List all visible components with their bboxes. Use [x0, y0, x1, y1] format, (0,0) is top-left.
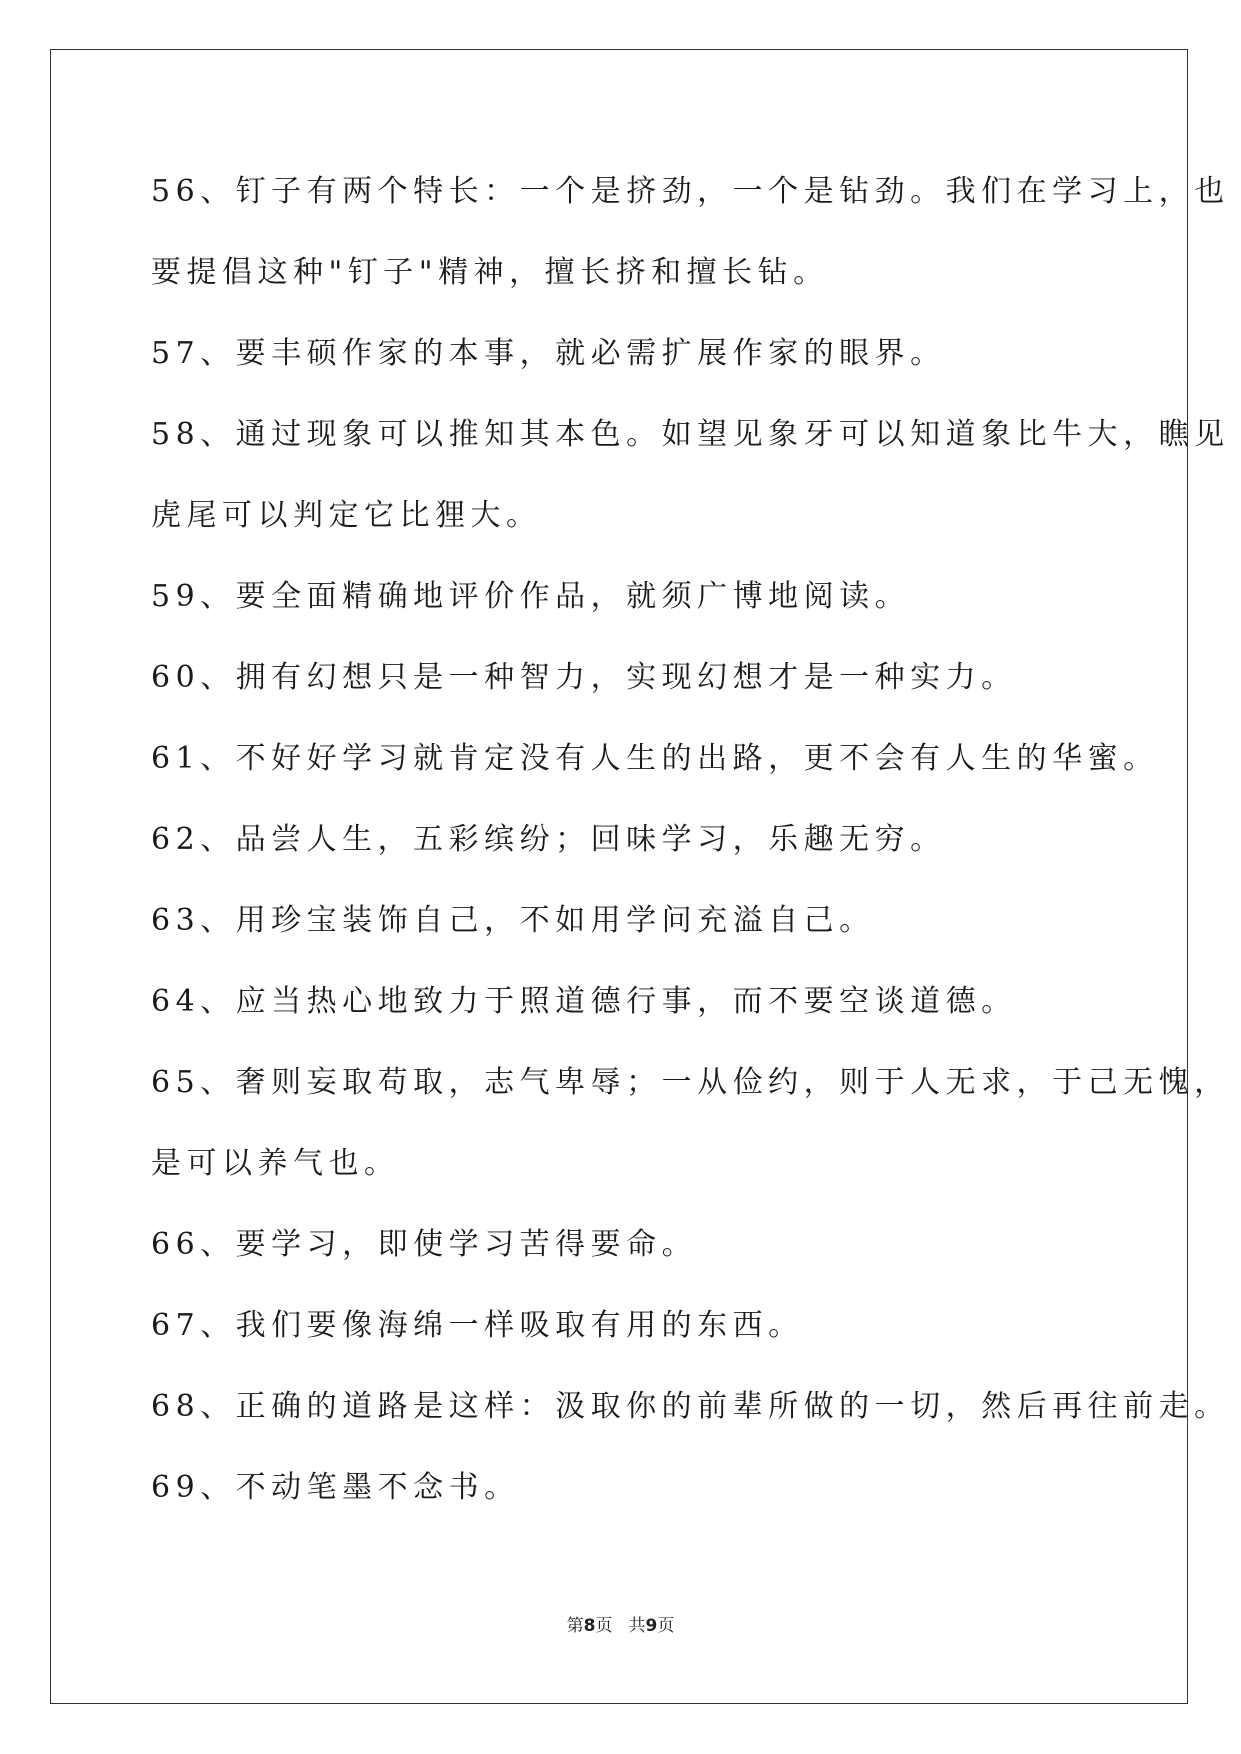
text-line: 59、要全面精确地评价作品，就须广博地阅读。	[151, 579, 911, 614]
text-line: 67、我们要像海绵一样吸取有用的东西。	[151, 1308, 804, 1343]
page-footer	[0, 1611, 1241, 1636]
document-body	[151, 160, 1230, 1537]
text-line: 56、钉子有两个特长：一个是挤劲，一个是钻劲。我们在学习上，也	[151, 174, 1230, 209]
text-line: 要提倡这种"钉子"精神，擅长挤和擅长钻。	[151, 255, 829, 290]
text-line: 57、要丰硕作家的本事，就必需扩展作家的眼界。	[151, 336, 946, 371]
total-page-count: 9	[645, 1616, 658, 1636]
total-label-suffix: 页	[657, 1616, 675, 1636]
text-line: 64、应当热心地致力于照道德行事，而不要空谈道德。	[151, 984, 1017, 1019]
current-page-number: 8	[583, 1616, 596, 1636]
page-label-suffix: 页	[595, 1616, 613, 1636]
text-line: 65、奢则妄取苟取，志气卑辱；一从俭约，则于人无求，于己无愧，	[151, 1065, 1230, 1100]
text-line: 60、拥有幻想只是一种智力，实现幻想才是一种实力。	[151, 660, 1017, 695]
page-label-prefix: 第	[566, 1616, 584, 1636]
text-line: 是可以养气也。	[151, 1146, 400, 1181]
text-line: 61、不好好学习就肯定没有人生的出路，更不会有人生的华蜜。	[151, 741, 1159, 776]
text-line: 63、用珍宝装饰自己，不如用学问充溢自己。	[151, 903, 875, 938]
text-line: 69、不动笔墨不念书。	[151, 1470, 520, 1505]
text-line: 68、正确的道路是这样：汲取你的前辈所做的一切，然后再往前走。	[151, 1389, 1230, 1424]
text-line: 62、品尝人生，五彩缤纷；回味学习，乐趣无穷。	[151, 822, 946, 857]
total-label-prefix: 共	[628, 1616, 646, 1636]
text-line: 58、通过现象可以推知其本色。如望见象牙可以知道象比牛大，瞧见	[151, 417, 1230, 452]
text-line: 虎尾可以判定它比狸大。	[151, 498, 542, 533]
text-line: 66、要学习，即使学习苦得要命。	[151, 1227, 698, 1262]
